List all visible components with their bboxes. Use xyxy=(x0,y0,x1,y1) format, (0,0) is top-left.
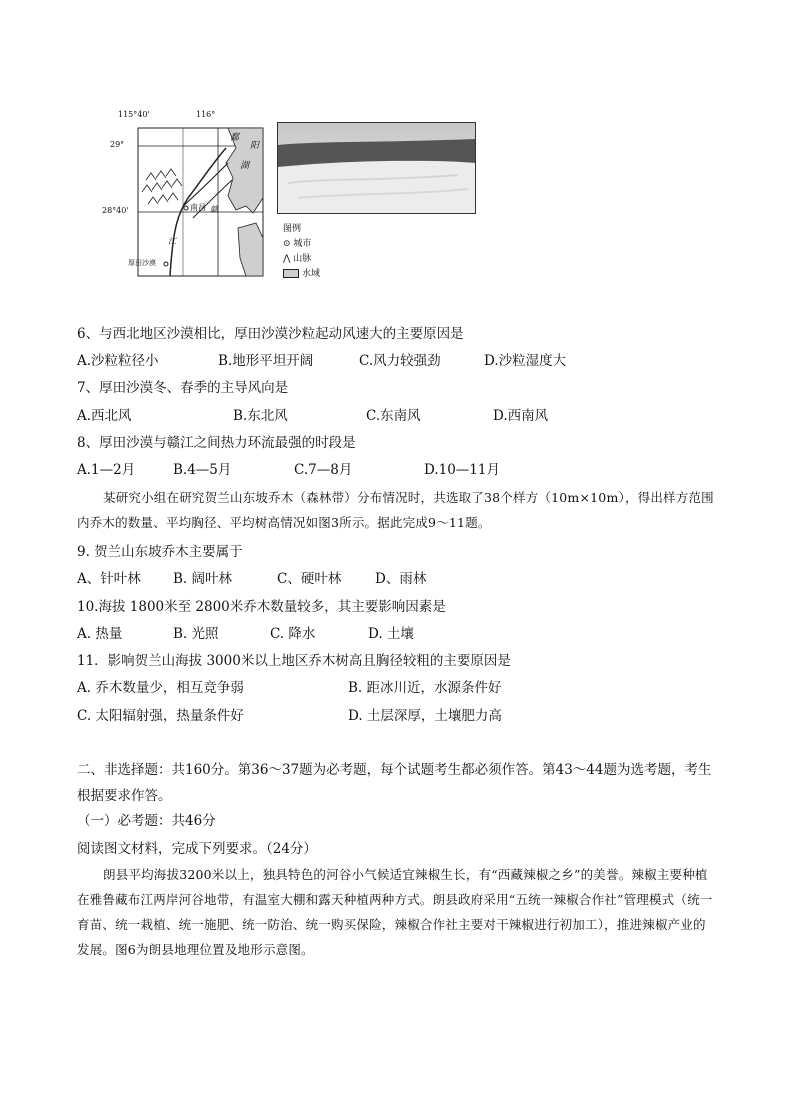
section-2-instruction: 阅读图文材料，完成下列要求。（24分） xyxy=(77,841,317,857)
question-8-option-d[interactable]: D.10—11月 xyxy=(424,462,500,478)
map-lon1: 115°40' xyxy=(118,110,150,119)
question-11-option-c[interactable]: C. 太阳辐射强，热量条件好 xyxy=(77,708,244,724)
question-10-option-b[interactable]: B. 光照 xyxy=(173,626,219,642)
question-7-stem: 7、厚田沙漠冬、春季的主导风向是 xyxy=(77,380,289,396)
section-2-heading: 二、非选择题：共160分。第36～37题为必考题，每个试题考生都必须作答。第43～44题为选考题，考生根据要求作答。 xyxy=(77,762,712,804)
passage-helan-mountain: 某研究小组在研究贺兰山东坡乔木（森林带）分布情况时，共选取了38个样方（10m×10m），得出样方范围内乔木的数量、平均胸径、平均树高情况如图3所示。据此完成9～11题。 xyxy=(77,490,714,530)
question-8-option-a[interactable]: A.1—2月 xyxy=(77,462,136,478)
question-7-option-b[interactable]: B.东北风 xyxy=(233,408,288,424)
section-2-sub: （一）必考题：共46分 xyxy=(77,813,216,829)
question-10-option-d[interactable]: D. 土壤 xyxy=(368,626,414,642)
question-11-option-b[interactable]: B. 距冰川近，水源条件好 xyxy=(348,680,502,696)
question-7-option-d[interactable]: D.西南风 xyxy=(493,408,549,424)
question-6-option-b[interactable]: B.地形平坦开阔 xyxy=(218,353,314,369)
mountain-symbol-icon: ⋀ xyxy=(283,254,294,264)
passage-lang-county: 朗县平均海拔3200米以上，独具特色的河谷小气候适宜辣椒生长，有“西藏辣椒之乡”的美誉。辣椒主要种植在雅鲁藏布江两岸河谷地带，有温室大棚和露天种植两种方式。朗县政府采用“五统一辣椒合作社”管理模式（统一育苗、统一栽植、统一施肥、统一防治、统一购买保险，辣椒合作社主要对干辣椒进行初加工），推进辣椒产业的发展。图6为朗县地理位置及地形示意图。 xyxy=(77,867,713,957)
question-8-stem: 8、厚田沙漠与赣江之间热力环流最强的时段是 xyxy=(77,435,356,451)
map-figure xyxy=(102,110,270,282)
desert-photo xyxy=(277,122,476,214)
legend-water-row xyxy=(283,267,320,282)
question-9-option-d[interactable]: D、雨林 xyxy=(375,571,427,587)
desert-photo-svg xyxy=(278,123,475,213)
question-9-option-c[interactable]: C、硬叶林 xyxy=(277,571,342,587)
water-symbol-icon xyxy=(283,269,299,278)
question-9-option-a[interactable]: A、针叶林 xyxy=(77,571,141,587)
map-legend xyxy=(283,222,320,282)
map-city: 南昌 xyxy=(190,203,206,212)
question-11-option-d[interactable]: D. 土层深厚，土壤肥力高 xyxy=(348,708,502,724)
legend-mountain: 山脉 xyxy=(293,254,312,264)
map-lake1: 鄱 xyxy=(230,133,240,143)
question-9-option-b[interactable]: B. 阔叶林 xyxy=(173,571,233,587)
map-lake2: 阳 xyxy=(250,141,260,151)
map-lat1: 29° xyxy=(110,140,125,149)
map-river: 赣 xyxy=(210,205,218,214)
map-lon2: 116° xyxy=(196,110,216,119)
legend-mountain-row xyxy=(283,252,320,267)
question-6-option-a[interactable]: A.沙粒粒径小 xyxy=(77,353,159,369)
question-6-stem: 6、与西北地区沙漠相比，厚田沙漠沙粒起动风速大的主要原因是 xyxy=(77,326,464,342)
city-symbol-icon: ⊙ xyxy=(283,239,294,249)
legend-city-row xyxy=(283,237,320,252)
map-lake3: 湖 xyxy=(240,161,250,171)
question-10-stem: 10.海拔 1800米至 2800米乔木数量较多，其主要影响因素是 xyxy=(77,599,446,615)
legend-title: 图例 xyxy=(283,224,302,234)
question-11-option-a[interactable]: A. 乔木数量少，相互竞争弱 xyxy=(77,680,244,696)
legend-water: 水域 xyxy=(302,269,321,279)
map-desert: 厚田沙漠 xyxy=(128,259,156,267)
question-7-option-c[interactable]: C.东南风 xyxy=(366,408,421,424)
question-9-stem: 9. 贺兰山东坡乔木主要属于 xyxy=(77,544,243,560)
map-lat2: 28°40' xyxy=(102,206,129,215)
question-6-option-d[interactable]: D.沙粒湿度大 xyxy=(484,353,567,369)
map-river2: 江 xyxy=(168,237,176,246)
question-8-option-c[interactable]: C.7—8月 xyxy=(294,462,353,478)
question-11-stem: 11．影响贺兰山海拔 3000米以上地区乔木树高且胸径较粗的主要原因是 xyxy=(77,653,511,669)
question-8-option-b[interactable]: B.4—5月 xyxy=(173,462,232,478)
question-7-option-a[interactable]: A.西北风 xyxy=(77,408,132,424)
question-6-option-c[interactable]: C.风力较强劲 xyxy=(359,353,441,369)
question-10-option-c[interactable]: C. 降水 xyxy=(270,626,316,642)
legend-city: 城市 xyxy=(293,239,312,249)
question-10-option-a[interactable]: A. 热量 xyxy=(77,626,123,642)
